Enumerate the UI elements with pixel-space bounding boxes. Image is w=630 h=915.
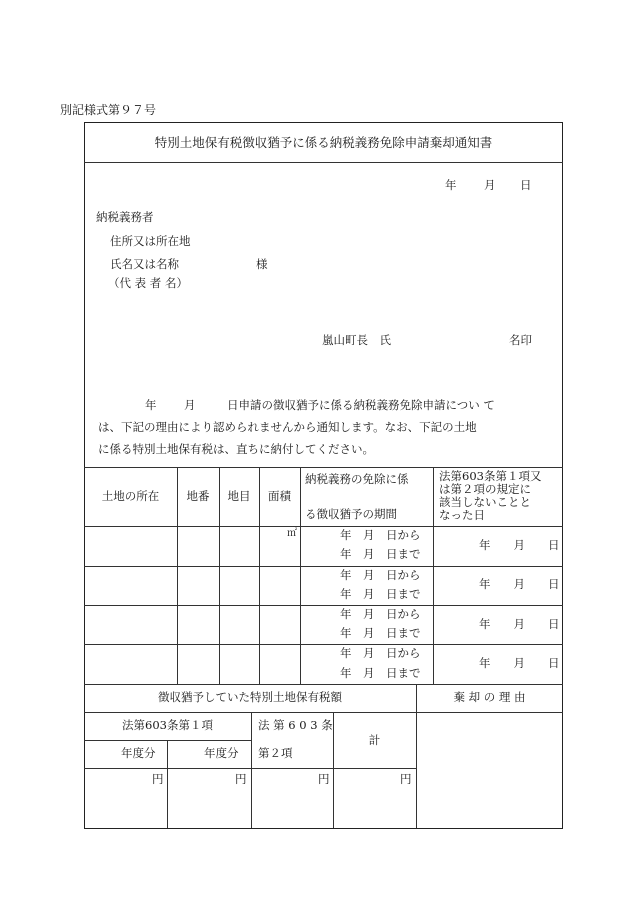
taxpayer-heading: 納税義務者 <box>96 210 154 224</box>
period-to: 年 月 日まで <box>340 626 421 640</box>
form-number: 別記様式第９７号 <box>60 103 157 117</box>
title-divider <box>84 162 563 163</box>
body-line-3: に係る特別土地保有税は、直ちに納付してください。 <box>98 442 374 456</box>
tax-col-divider <box>333 712 334 828</box>
issuer-seal: 名印 <box>509 333 532 347</box>
date-month: 月 <box>484 178 496 192</box>
body-year: 年 <box>145 398 157 412</box>
reason-header: 棄 却 の 理 由 <box>453 690 526 704</box>
taxpayer-address-label: 住所又は所在地 <box>110 234 191 248</box>
art2-header-b: 第２項 <box>258 746 293 760</box>
header-date-1: 法第603条第１項又 <box>439 469 542 483</box>
period-from: 年 月 日から <box>340 568 421 582</box>
land-table-header-bottom <box>84 526 563 527</box>
body-month: 月 <box>184 398 196 412</box>
period-from: 年 月 日から <box>340 528 421 542</box>
land-row-divider <box>84 605 563 606</box>
tax-amount-divider <box>84 768 416 769</box>
art1-header: 法第603条第１項 <box>122 718 213 732</box>
body-line-2: は、下記の理由により認められませんから通知します。なお、下記の土地 <box>98 420 477 434</box>
art2-header-a: 法 第 6 0 3 条 <box>258 718 333 732</box>
period-from: 年 月 日から <box>340 646 421 660</box>
yen-unit: 円 <box>318 772 330 786</box>
land-row-divider <box>84 644 563 645</box>
header-location: 土地の所在 <box>101 489 160 503</box>
header-period-2: る徴収猶予の期間 <box>305 507 397 521</box>
period-from: 年 月 日から <box>340 607 421 621</box>
period-to: 年 月 日まで <box>340 547 421 561</box>
header-date-2: は第２項の規定に <box>439 482 531 496</box>
year-b-label: 年度分 <box>204 746 239 760</box>
tax-header-divider <box>84 712 563 713</box>
header-date-3: 該当しないことと <box>439 495 531 509</box>
tax-col-divider <box>167 740 168 828</box>
total-header: 計 <box>368 733 381 747</box>
result-date: 年 月 日 <box>479 656 560 670</box>
header-period-1: 納税義務の免除に係 <box>305 472 409 486</box>
deferred-tax-header: 徴収猶予していた特別土地保有税額 <box>158 690 342 704</box>
land-col-divider <box>300 467 301 684</box>
taxpayer-representative: （代 表 者 名） <box>108 276 188 290</box>
yen-unit: 円 <box>152 772 164 786</box>
header-date-4: なった日 <box>439 508 485 522</box>
period-to: 年 月 日まで <box>340 587 421 601</box>
issuer-title: 嵐山町長 氏 <box>322 333 391 347</box>
header-lot: 地番 <box>186 489 210 503</box>
yen-unit: 円 <box>400 772 412 786</box>
period-to: 年 月 日まで <box>340 666 421 680</box>
tax-col-divider <box>416 684 417 828</box>
date-year: 年 <box>445 178 457 192</box>
yen-unit: 円 <box>235 772 247 786</box>
date-day: 日 <box>520 178 532 192</box>
area-unit: ㎡ <box>287 528 297 539</box>
page-title: 特別土地保有税徴収猶予に係る納税義務免除申請棄却通知書 <box>154 135 493 150</box>
taxpayer-name-label: 氏名又は名称 <box>110 257 179 271</box>
body-line-1: 日申請の徴収猶予に係る納税義務免除申請につい て <box>227 398 495 412</box>
result-date: 年 月 日 <box>479 577 560 591</box>
land-col-divider <box>433 467 434 684</box>
year-a-label: 年度分 <box>121 746 156 760</box>
header-category: 地目 <box>227 489 251 503</box>
result-date: 年 月 日 <box>479 538 560 552</box>
land-table-bottom <box>84 684 563 685</box>
tax-col-divider <box>251 712 252 828</box>
land-row-divider <box>84 566 563 567</box>
result-date: 年 月 日 <box>479 617 560 631</box>
header-area: 面積 <box>268 489 291 503</box>
land-table-top <box>84 467 563 468</box>
art1-subdivider <box>84 740 251 741</box>
taxpayer-honorific: 様 <box>256 257 268 271</box>
